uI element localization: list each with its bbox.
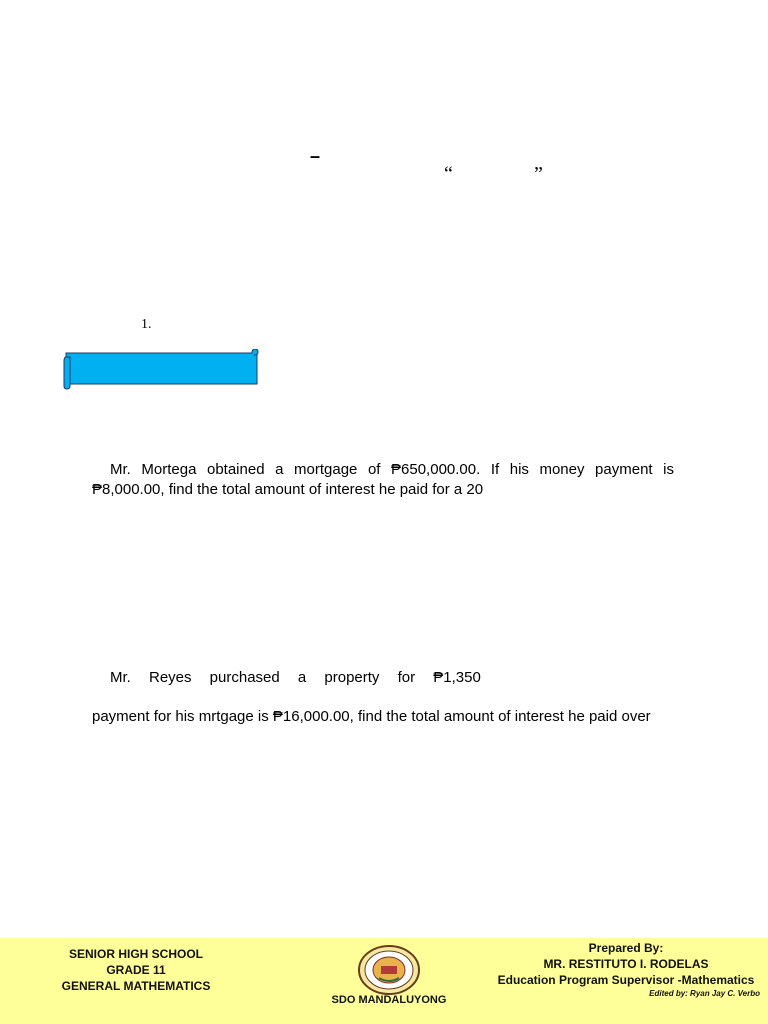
scroll-banner: [62, 349, 260, 391]
problem-1-content: Mr. Mortega obtained a mortgage of ₱650,000.00. If his money payment is ₱8,000.00, find the total amount of interest he paid for a 20: [92, 461, 674, 498]
problem-2-line-1: [92, 668, 674, 688]
problem-2-line-2: payment for his mrtgage is ₱16,000.00, find the total amount of interest he paid over: [92, 708, 651, 725]
footer-left-block: [36, 946, 236, 994]
footer-subject: GENERAL MATHEMATICS: [61, 979, 211, 993]
item-number: 1.: [141, 317, 152, 332]
problem-1-text: [92, 460, 674, 500]
footer-right-block: [488, 940, 764, 1000]
footer-edited-by: Edited by: Ryan Jay C. Verbo: [649, 989, 760, 998]
close-quote: ”: [534, 163, 543, 185]
footer-grade: GRADE 11: [106, 963, 166, 977]
open-quote: “: [444, 163, 453, 185]
header-dash: –: [310, 146, 321, 166]
footer-preparer-name: MR. RESTITUTO I. RODELAS: [543, 957, 709, 971]
sdo-seal-logo: [357, 944, 421, 996]
page-footer: [0, 938, 768, 1024]
footer-prepared-by: Prepared By:: [588, 941, 664, 955]
problem-2-content-1: Mr. Reyes purchased a property for ₱1,350: [110, 669, 481, 686]
footer-sdo-label: SDO MANDALUYONG: [331, 994, 447, 1006]
footer-school: SENIOR HIGH SCHOOL: [68, 947, 203, 961]
footer-preparer-title: Education Program Supervisor -Mathematics: [497, 973, 755, 987]
